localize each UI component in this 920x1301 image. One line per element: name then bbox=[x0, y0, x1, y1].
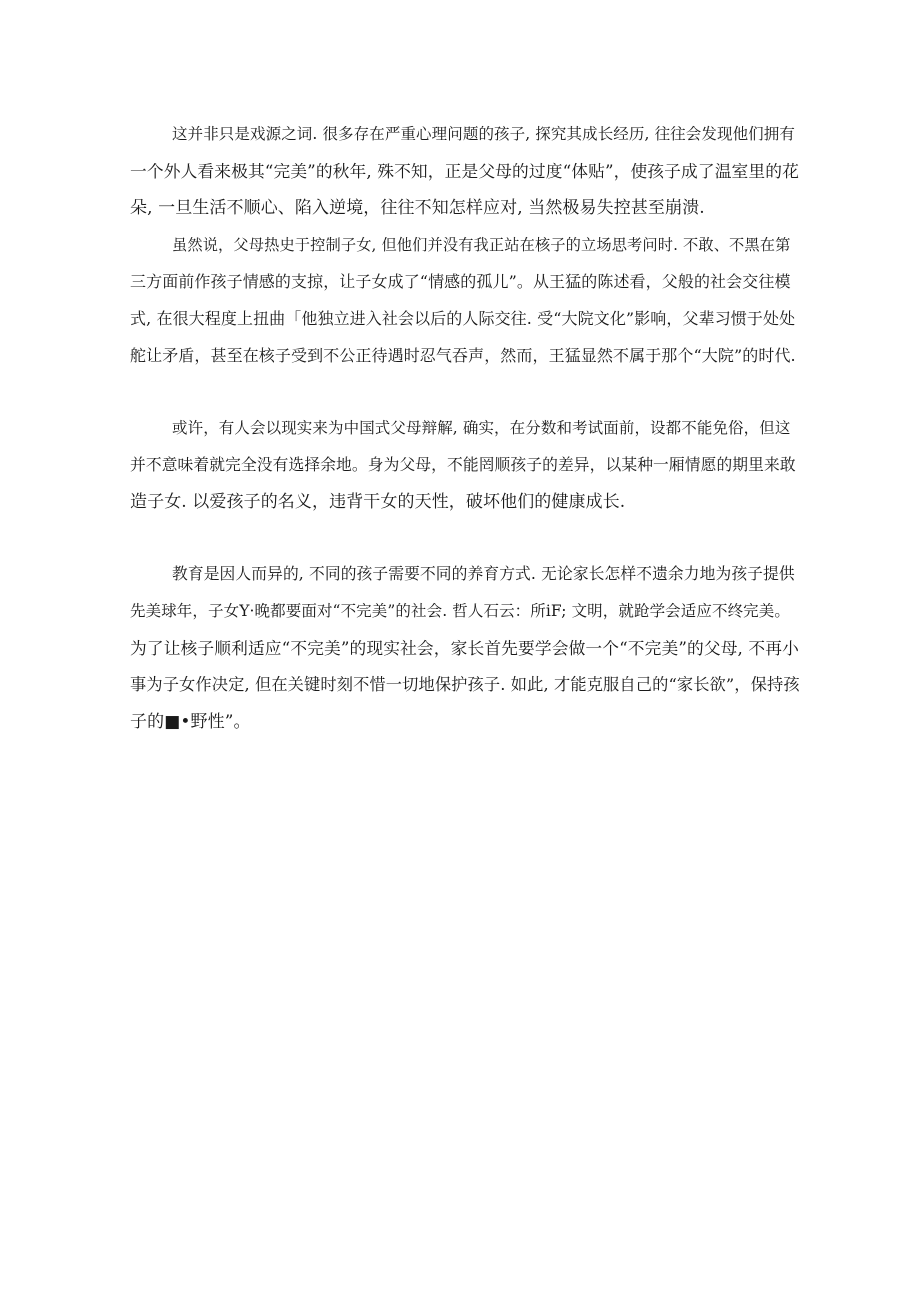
paragraph-line: 先美球年，子女Y·晚都要面对“不完美”的社会. 哲人石云：所iF; 文明，就跄学会适应不终完美。 bbox=[130, 602, 790, 620]
paragraph-line: 并不意味着就完全没有选择余地。身为父母，不能罔顺孩子的差异，以某种一厢情愿的期里来敢 bbox=[130, 455, 796, 474]
paragraph-line: 舵让矛盾，甚至在核子受到不公正待遇时忍气吞声，然而，王猛显然不属于那个“大院”的时代. bbox=[130, 346, 796, 365]
paragraph-line: 为了让核子顺利适应“不完美”的现实社会，家长首先要学会做一个“不完美”的父母, 不再小 bbox=[130, 638, 799, 658]
paragraph-line: 一个外人看来极其“完美”的秋年, 殊不知，正是父母的过度“体贴”，使孩子成了温室里的花 bbox=[130, 161, 799, 181]
paragraph-line: 造子女. 以爱孩子的名义，违背干女的天性，破坏他们的健康成长. bbox=[130, 492, 626, 512]
paragraph-line: 这并非只是戏源之词. 很多存在严重心理问题的孩子, 探究其成长经历, 往往会发现他们拥有 bbox=[172, 125, 795, 143]
paragraph-line: 式, 在很大程度上扭曲「他独立进入社会以后的人际交往. 受“大院文化”影响，父辈习惯于处处 bbox=[130, 309, 796, 328]
paragraph-line: 或许，有人会以现实来为中国式父母辩解, 确实，在分数和考试面前，设都不能免俗，但这 bbox=[172, 419, 791, 437]
paragraph-line: 教育是因人而异的, 不同的孩子需要不同的养育方式. 无论家长怎样不遗余力地为孩子提供 bbox=[172, 564, 795, 583]
paragraph-line: 朵, 一旦生活不顺心、陷入逆境，往往不知怎样应对, 当然极易失控甚至崩溃. bbox=[130, 198, 705, 218]
paragraph-line: 三方面前作孩子情感的支掠，让子女成了“情感的孤儿”。从王猛的陈述看，父般的社会交往模 bbox=[130, 272, 791, 291]
paragraph-line: 事为子女作决定, 但在关键时刻不惜一切地保护孩子. 如此, 才能克服自己的“家长欲”，保持孩 bbox=[130, 675, 800, 694]
paragraph-line: 虽然说，父母热史于控制子女, 但他们并没有我正站在核子的立场思考问时. 不敢、不黑在第 bbox=[172, 236, 791, 254]
paragraph-line: 子的■•野性”。 bbox=[130, 712, 251, 732]
